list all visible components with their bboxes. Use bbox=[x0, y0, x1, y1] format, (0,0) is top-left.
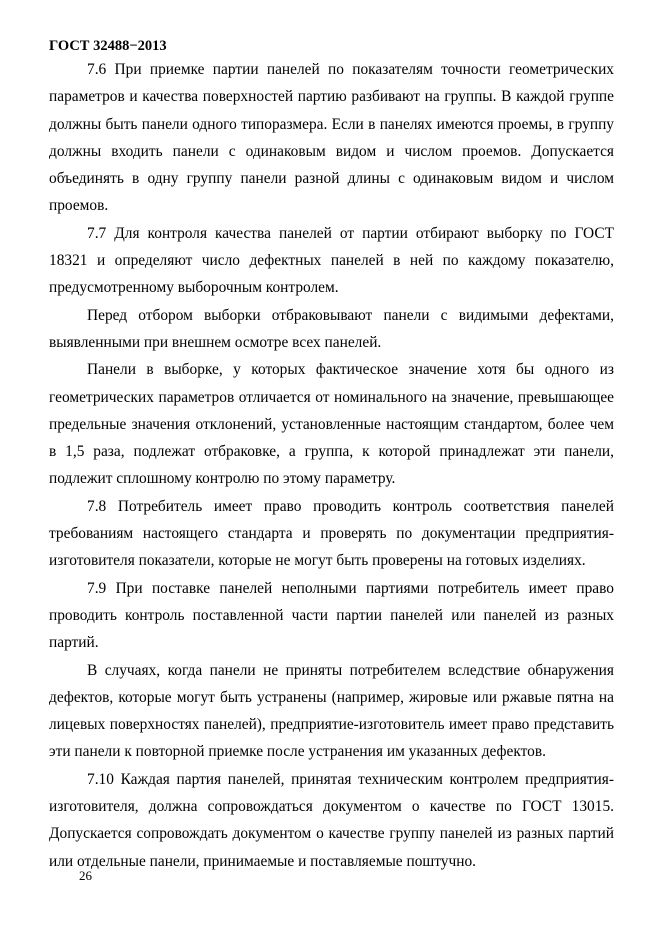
paragraph-7-6: 7.6 При приемке партии панелей по показателям точности геометрических параметров и качества поверхностей партию разбивают на группы. В каждой группе должны быть панели одного типоразмера. Если в панелях имеются проемы, в группу должны входить панели с одинаковым видом и числом проемов. Допускается объединять в одну группу панели разной длины с одинаковым видом и числом проемов. bbox=[49, 61, 614, 215]
paragraph-7-10: 7.10 Каждая партия панелей, принятая техническим контролем предприятия-изготовителя, должна сопровождаться документом о качестве по ГОСТ 13015. Допускается сопровождать документом о качестве группу панелей из разных партий или отдельные панели, принимаемые и поставляемые поштучно. bbox=[49, 770, 614, 870]
document-body bbox=[49, 56, 614, 875]
paragraph-7-9: 7.9 При поставке панелей неполными партиями потребитель имеет право проводить контроль поставленной части партии панелей или панелей из разных партий. bbox=[49, 579, 614, 652]
paragraph-repeat-acceptance: В случаях, когда панели не приняты потребителем вследствие обнаружения дефектов, которые могут быть устранены (например, жировые или ржавые пятна на лицевых поверхностях панелей), предприятие-изготовитель имеет право представить эти панели к повторной приемке после устранения им указанных дефектов. bbox=[49, 661, 614, 761]
paragraph-7-8: 7.8 Потребитель имеет право проводить контроль соответствия панелей требованиям настоящего стандарта и проверять по документации предприятия-изготовителя показатели, которые не могут быть проверены на готовых изделиях. bbox=[49, 497, 614, 570]
document-header: ГОСТ 32488−2013 bbox=[49, 38, 167, 54]
paragraph-sample-rejection: Перед отбором выборки отбраковывают панели с видимыми дефектами, выявленными при внешнем осмотре всех панелей. bbox=[49, 306, 614, 351]
paragraph-7-7: 7.7 Для контроля качества панелей от партии отбирают выборку по ГОСТ 18321 и определяют число дефектных панелей в ней по каждому показателю, предусмотренному выборочным контролем. bbox=[49, 224, 614, 297]
paragraph-geometric-deviation: Панели в выборке, у которых фактическое значение хотя бы одного из геометрических параметров отличается от номинального на значение, превышающее предельные значения отклонений, установленные настоящим стандартом, более чем в 1,5 раза, подлежат отбраковке, а группа, к которой принадлежат эти панели, подлежит сплошному контролю по этому параметру. bbox=[49, 361, 614, 488]
page-number: 26 bbox=[79, 868, 92, 883]
